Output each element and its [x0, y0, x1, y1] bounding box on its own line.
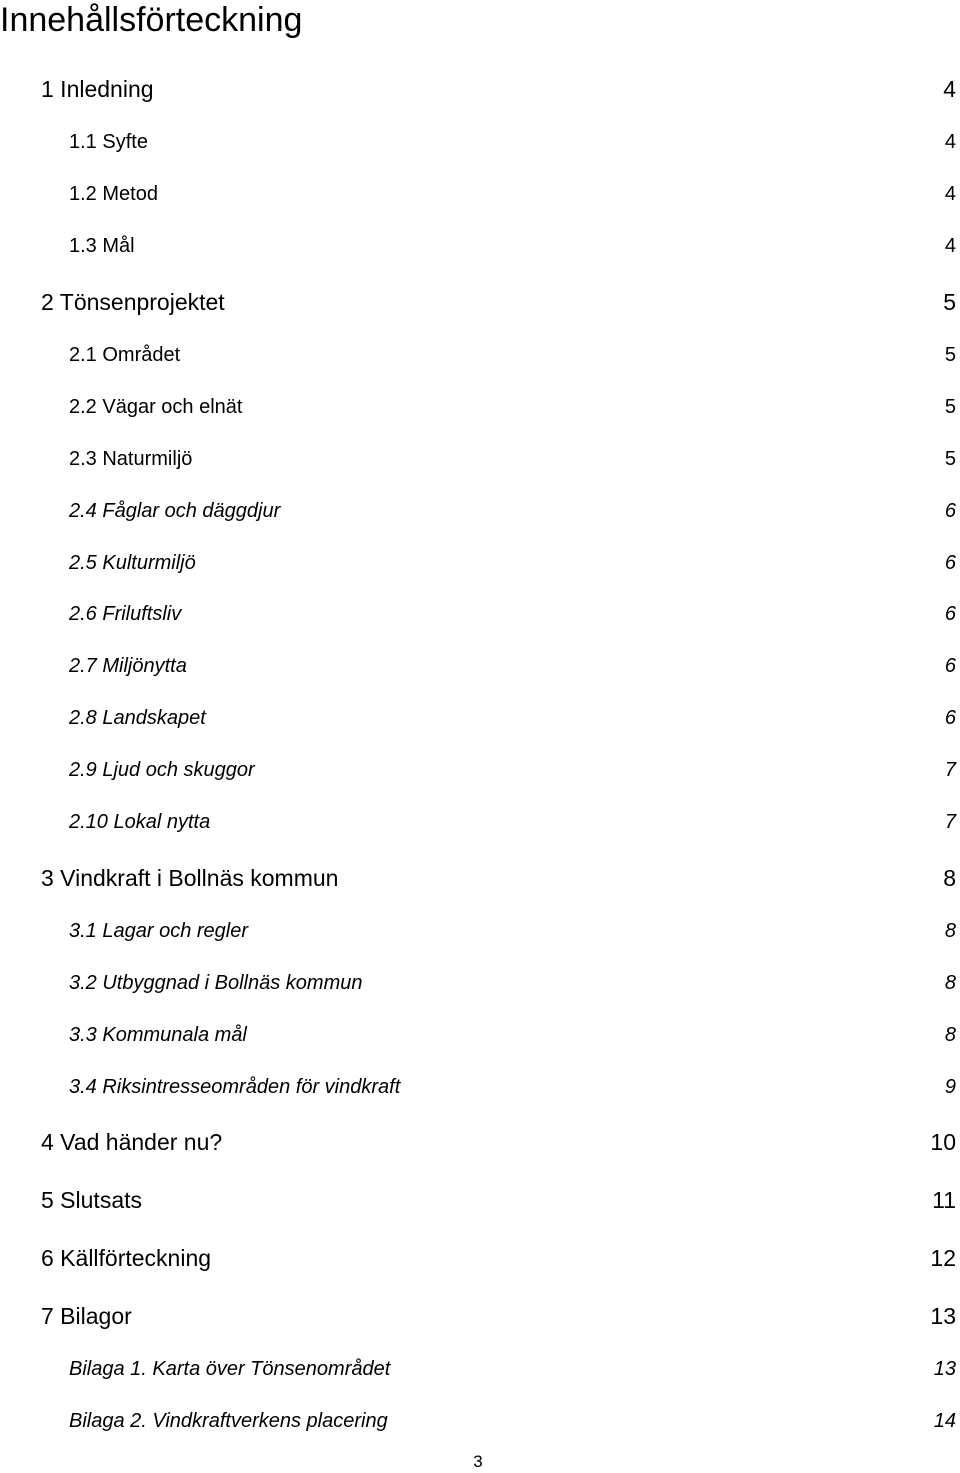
toc-section-entry[interactable]	[0, 1405, 960, 1437]
toc-entry-label: 2.6 Friluftsliv	[69, 603, 182, 625]
toc-section-entry[interactable]	[0, 495, 960, 527]
toc-entry-label: 2 Tönsenprojektet	[41, 289, 225, 315]
toc-chapter-entry[interactable]	[0, 862, 960, 894]
toc-entry-label: 3.1 Lagar och regler	[69, 920, 249, 942]
toc-entry-page: 11	[932, 1187, 956, 1213]
toc-chapter-entry[interactable]	[0, 1126, 960, 1158]
toc-entry-label: 2.4 Fåglar och däggdjur	[69, 500, 281, 522]
toc-section-entry[interactable]	[0, 391, 960, 423]
toc-entry-label: 3.3 Kommunala mål	[69, 1024, 247, 1046]
toc-chapter-entry[interactable]	[0, 1242, 960, 1274]
toc-entry-label: 2.10 Lokal nytta	[69, 811, 211, 833]
toc-entry-label: 2.3 Naturmiljö	[69, 448, 193, 470]
toc-entry-page: 8	[944, 1024, 956, 1046]
toc-entry-label: 2.7 Miljönytta	[69, 655, 187, 677]
page-title: Innehållsförteckning	[0, 1, 303, 39]
toc-entry-label: 6 Källförteckning	[41, 1245, 212, 1271]
toc-chapter-entry[interactable]	[0, 1300, 960, 1332]
toc-entry-page: 4	[944, 183, 956, 205]
toc-section-entry[interactable]	[0, 1019, 960, 1051]
toc-entry-page: 5	[944, 396, 956, 418]
toc-entry-page: 8	[944, 972, 956, 994]
toc-entry-label: 3.2 Utbyggnad i Bollnäs kommun	[69, 972, 363, 994]
toc-entry-label: 3.4 Riksintresseområden för vindkraft	[69, 1076, 401, 1098]
toc-section-entry[interactable]	[0, 443, 960, 475]
page-number	[0, 1452, 960, 1472]
toc-entry-page: 4	[944, 235, 956, 257]
toc-entry-page: 6	[944, 707, 956, 729]
toc-entry-page: 10	[930, 1129, 956, 1155]
toc-entry-label: 2.1 Området	[69, 344, 181, 366]
toc-entry-page: 5	[944, 344, 956, 366]
toc-entry-page: 6	[944, 552, 956, 574]
toc-entry-label: 2.9 Ljud och skuggor	[69, 759, 255, 781]
toc-section-entry[interactable]	[0, 967, 960, 999]
toc-entry-page: 9	[944, 1076, 956, 1098]
toc-entry-page: 6	[944, 603, 956, 625]
toc-entry-label: 1.1 Syfte	[69, 131, 148, 153]
toc-section-entry[interactable]	[0, 754, 960, 786]
toc-entry-page: 6	[944, 655, 956, 677]
toc-entry-label: 3 Vindkraft i Bollnäs kommun	[41, 865, 339, 891]
toc-entry-label: 2.8 Landskapet	[69, 707, 206, 729]
toc-section-entry[interactable]	[0, 547, 960, 579]
toc-section-entry[interactable]	[0, 178, 960, 210]
toc-entry-label: Bilaga 2. Vindkraftverkens placering	[69, 1410, 388, 1432]
toc-section-entry[interactable]	[0, 230, 960, 262]
toc-entry-label: 5 Slutsats	[41, 1187, 142, 1213]
toc-entry-page: 6	[944, 500, 956, 522]
toc-entry-page: 13	[930, 1303, 956, 1329]
toc-entry-label: 2.2 Vägar och elnät	[69, 396, 243, 418]
toc-section-entry[interactable]	[0, 126, 960, 158]
toc-section-entry[interactable]	[0, 339, 960, 371]
toc-chapter-entry[interactable]	[0, 286, 960, 318]
toc-section-entry[interactable]	[0, 650, 960, 682]
toc-entry-page: 14	[933, 1410, 956, 1432]
toc-entry-label: Bilaga 1. Karta över Tönsenområdet	[69, 1358, 391, 1380]
toc-entry-label: 1.3 Mål	[69, 235, 135, 257]
toc-entry-page: 5	[944, 448, 956, 470]
page-number-text: 3	[473, 1452, 483, 1471]
toc-entry-page: 13	[933, 1358, 956, 1380]
toc-entry-page: 8	[944, 920, 956, 942]
toc-entry-label: 1 Inledning	[41, 76, 154, 102]
toc-entry-label: 2.5 Kulturmiljö	[69, 552, 196, 574]
toc-entry-page: 12	[930, 1245, 956, 1271]
toc-section-entry[interactable]	[0, 1353, 960, 1385]
toc-entry-page: 4	[943, 76, 956, 102]
toc-entry-page: 8	[943, 865, 956, 891]
toc-chapter-entry[interactable]	[0, 73, 960, 105]
toc-entry-label: 1.2 Metod	[69, 183, 158, 205]
toc-chapter-entry[interactable]	[0, 1184, 960, 1216]
toc-entry-label: 4 Vad händer nu?	[41, 1129, 223, 1155]
toc-section-entry[interactable]	[0, 915, 960, 947]
toc-entry-page: 7	[944, 759, 956, 781]
toc-entry-page: 5	[943, 289, 956, 315]
toc-section-entry[interactable]	[0, 598, 960, 630]
toc-entry-page: 4	[944, 131, 956, 153]
toc-section-entry[interactable]	[0, 702, 960, 734]
toc-entry-label: 7 Bilagor	[41, 1303, 132, 1329]
toc-section-entry[interactable]	[0, 1071, 960, 1103]
toc-entry-page: 7	[944, 811, 956, 833]
toc-section-entry[interactable]	[0, 806, 960, 838]
